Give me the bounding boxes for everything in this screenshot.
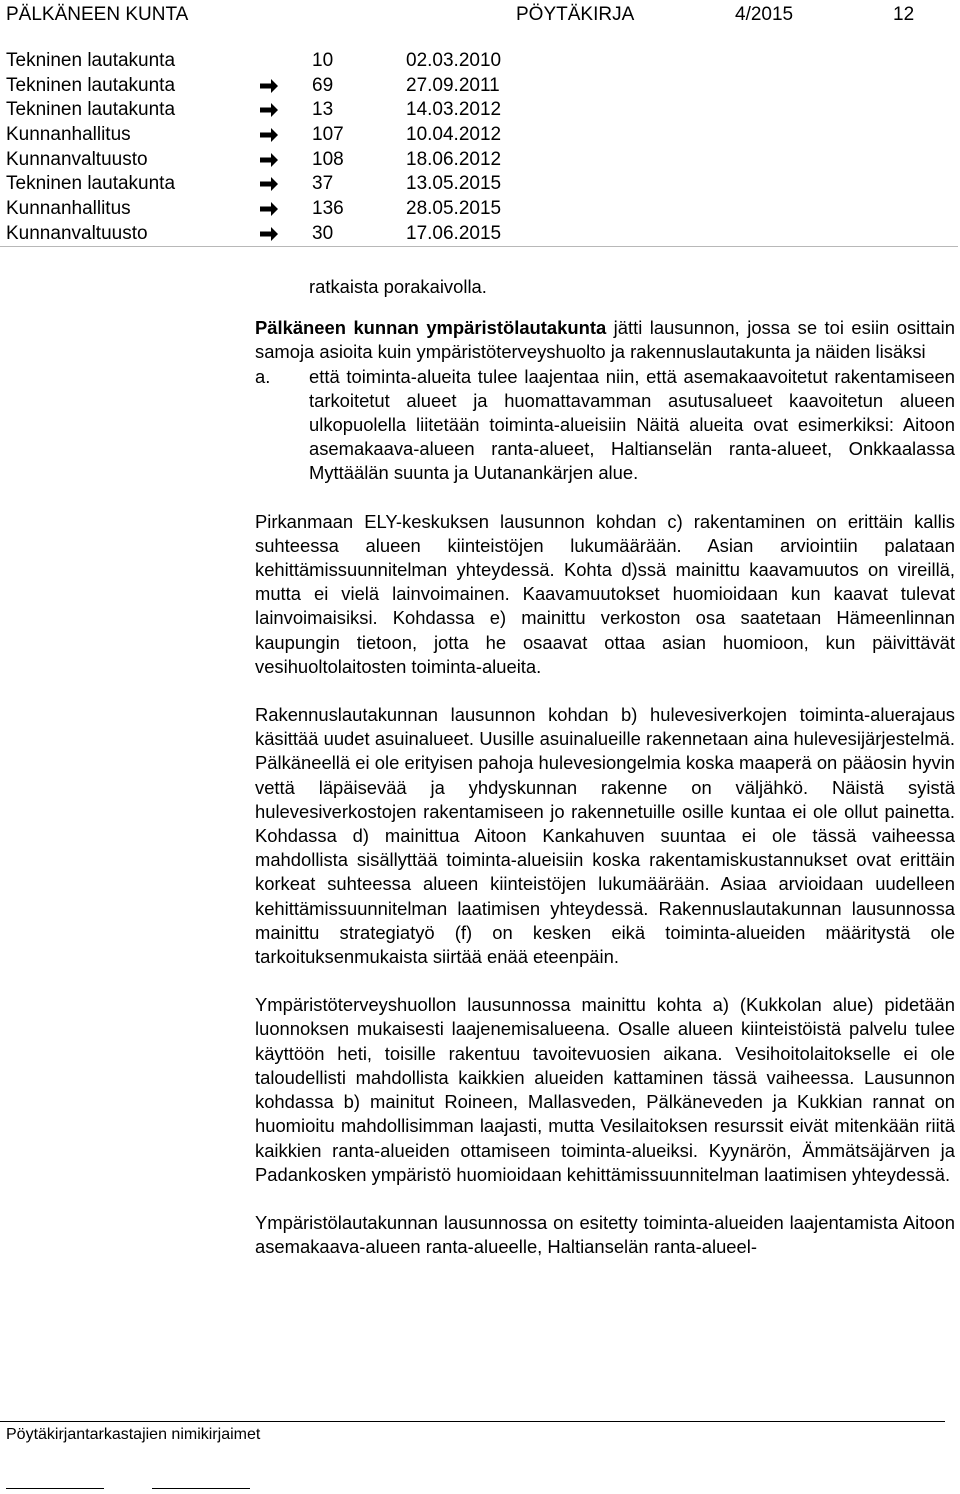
intro-text: ratkaista porakaivolla.	[309, 276, 487, 297]
history-body: Tekninen lautakunta	[6, 173, 176, 195]
history-row	[6, 172, 646, 197]
history-body: Kunnanhallitus	[6, 124, 131, 146]
minutes-body	[255, 275, 955, 1259]
footer-divider	[0, 1421, 945, 1422]
history-body: Tekninen lautakunta	[6, 74, 176, 96]
paragraph-environment-statement: Ympäristölautakunnan lausunnossa on esitetty toiminta-alueiden laajentamista Aitoon asemakaava-alueen ranta-alueelle, Haltianselän ranta-alueel-	[255, 1211, 955, 1258]
history-date: 18.06.2012	[406, 148, 502, 170]
history-body: Tekninen lautakunta	[6, 99, 176, 121]
history-date: 27.09.2011	[406, 74, 500, 96]
history-number: 30	[312, 222, 334, 244]
paragraph-health-care: Ympäristöterveyshuollon lausunnossa mainittu kohta a) (Kukkolan alue) pidetään luonnoksen mukaisesti laajenemisalueena. Osalle alueen kiinteistöistä palvelu tulee käyttöön heti, toisille rakentuu tavoitevuosien aikana. Vesihoitolaitokselle ei ole taloudellisti mahdollista kaikkien alueiden kattaminen tässä vaiheessa. Lausunnon kohdassa b) mainitut Roineen, Mallasveden, Pälkäneveden ja Kukkian rannat on huomioitu mahdollisimman laajasti, mutta Vesilaitoksen resurssit eivät mitenkään riitä kaikkien ranta-alueiden ottamiseen toiminta-alueiksi. Kyynärön, Ämmätsäjärven ja Padankosken ympäristö huomioidaan kehittämissuunnitelman laatimisen yhteydessä.	[255, 994, 955, 1185]
signature-line	[6, 1488, 104, 1489]
paragraph-lead: Pälkäneen kunnan ympäristölautakunta	[255, 317, 607, 339]
arrow-right-icon	[260, 201, 278, 217]
history-body: Kunnanhallitus	[6, 198, 131, 220]
page-number: 12	[893, 4, 915, 25]
arrow-right-icon	[260, 78, 278, 94]
history-body: Kunnanvaltuusto	[6, 222, 148, 244]
history-row	[6, 197, 646, 222]
paragraph-text: jätti lausunnon, jossa se toi esiin osittain samoja asioita kuin ympäristöterveyshuolto ja rakennuslautakunta ja näiden lisäksi	[255, 317, 955, 363]
list-item-text: että toiminta-alueita tulee laajentaa niin, että asemakaavoitetut rakentamiseen tarkoitetut alueet ja huomattavamman asutusalueet kaavoitetun alueen ulkopuolella liitetään toiminta-alueisiin Näitä alueita ovat esimerkiksi: Aitoon asemakaava-alueen ranta-alueet, Haltianselän ranta-alueet, Onkkaalassa Myttäälän suunta ja Uutanankärjen alue.	[309, 365, 955, 484]
history-date: 17.06.2015	[406, 222, 502, 244]
history-row	[6, 222, 646, 247]
history-number: 107	[312, 124, 344, 146]
history-row	[6, 123, 646, 148]
history-row	[6, 74, 646, 99]
signature-line	[152, 1488, 250, 1489]
history-body: Tekninen lautakunta	[6, 50, 176, 71]
arrow-right-icon	[260, 127, 278, 143]
history-number: 69	[312, 74, 334, 96]
document-type: PÖYTÄKIRJA	[516, 4, 635, 25]
history-number: 37	[312, 173, 334, 195]
history-row	[6, 49, 646, 74]
footer-label: Pöytäkirjantarkastajien nimikirjaimet	[6, 1426, 261, 1443]
history-date: 14.03.2012	[406, 99, 502, 121]
paragraph-environment-board	[255, 316, 955, 364]
arrow-right-icon	[260, 152, 278, 168]
document-number: 4/2015	[735, 4, 794, 25]
page-header	[6, 4, 915, 30]
history-row	[6, 148, 646, 173]
history-number: 10	[312, 50, 334, 71]
arrow-right-icon	[260, 102, 278, 118]
history-date: 10.04.2012	[406, 124, 502, 146]
history-row	[6, 98, 646, 123]
header-divider	[0, 246, 958, 247]
paragraph-building-board: Rakennuslautakunnan lausunnon kohdan b) hulevesiverkojen toiminta-aluerajaus käsittää uudet asuinalueet. Uusille asuinalueille rakennetaan aina hulevesijärjestelmä. Pälkäneellä ei ole erityisen pahoja hulevesiongelmia koska maaperä on pääosin hyvin vettä läpäisevää ja yhdyskunnan rakenne on väljähkö. Näistä syistä hulevesiverkostojen rakentamiseen jo rakennetuille osille kuntaa ei ole ollut painetta. Kohdassa d) mainittua Aitoon Kankahuven suuntaa ei ole tässä vaiheessa mahdollista sisällyttää toiminta-alueisiin koska rakentamiskustannukset ovat erittäin korkeat suhteessa alueen kiinteistöjen lukumäärään. Asiaa arvioidaan uudelleen kehittämissuunnitelman laatimisen yhteydessä. Rakennuslautakunnan lausunnossa mainittu strategiatyö (f) on kesken eikä toiminta-alueiden määritystä ole tarkoituksenmukaista siirtää enää eteenpäin.	[255, 704, 955, 968]
paragraph-ely-centre: Pirkanmaan ELY-keskuksen lausunnon kohdan c) rakentaminen on erittäin kallis suhteessa alueen kiinteistöjen lukumäärään. Asian arviointiin palataan kehittämissuunnitelman yhteydessä. Kohta d)ssä mainittu kaavamuutos on vireillä, mutta ei vielä lainvoimainen. Kaavamuutokset huomioidaan kun kaavat tulevat lainvoimaisiksi. Kohdassa e) mainittu verkoston osa saatetaan Hämeenlinnan kaupungin tietoon, jotta he osaavat ottaa asian huomioon, kun päivittävät vesihuoltolaitosten toiminta-alueita.	[255, 510, 955, 677]
history-number: 108	[312, 148, 344, 170]
processing-history	[6, 49, 646, 247]
history-date: 02.03.2010	[406, 50, 502, 71]
history-number: 13	[312, 99, 334, 121]
organization-name: PÄLKÄNEEN KUNTA	[6, 4, 189, 25]
history-date: 13.05.2015	[406, 173, 502, 195]
arrow-right-icon	[260, 226, 278, 242]
list-marker: a.	[255, 365, 271, 387]
list-item	[255, 365, 955, 486]
history-date: 28.05.2015	[406, 198, 502, 220]
history-body: Kunnanvaltuusto	[6, 148, 148, 170]
arrow-right-icon	[260, 176, 278, 192]
history-number: 136	[312, 198, 344, 220]
